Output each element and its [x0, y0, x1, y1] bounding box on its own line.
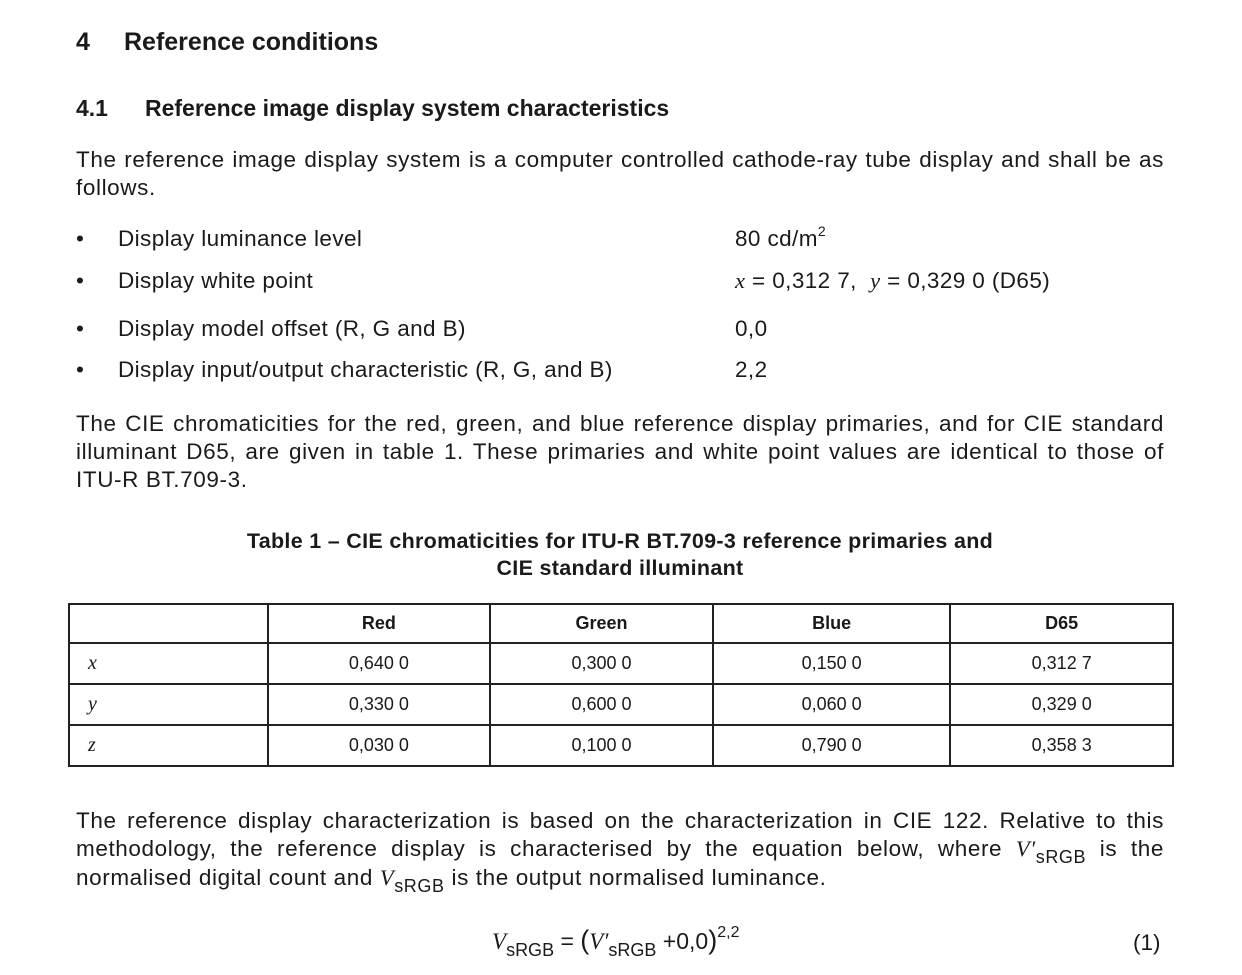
intro-paragraph: The reference image display system is a computer controlled cathode-ray tube display and shall be as follows.	[76, 147, 1164, 200]
table-cell: 0,358 3	[950, 725, 1173, 766]
table-header-row	[69, 604, 1173, 643]
table-cell: 0,300 0	[490, 643, 713, 684]
table-cell: 0,329 0	[950, 684, 1173, 725]
table-header-cell: Blue	[713, 604, 951, 643]
chromaticity-paragraph: The CIE chromaticities for the red, green, and blue reference display primaries, and for CIE standard illuminant D65, are given in table 1. These primaries and white point values are identical to those of ITU-R BT.709-3.	[76, 411, 1164, 492]
section-heading	[76, 28, 378, 57]
section-title: Reference conditions	[124, 28, 379, 56]
table-cell: 0,100 0	[490, 725, 713, 766]
table-cell: 0,790 0	[713, 725, 951, 766]
table-cell: 0,312 7	[950, 643, 1173, 684]
table-row	[69, 643, 1173, 684]
bullet-icon: •	[76, 226, 85, 251]
bullet-value: 2,2	[735, 357, 768, 382]
table-cell: 0,150 0	[713, 643, 951, 684]
table-row	[69, 684, 1173, 725]
equation-number: (1)	[1133, 930, 1161, 955]
bullet-item-io-characteristic	[76, 357, 1176, 387]
bullet-item-white-point	[76, 268, 1176, 298]
bullet-label: Display luminance level	[118, 226, 363, 251]
table-row-label: z	[69, 725, 268, 766]
bullet-label: Display input/output characteristic (R, G, and B)	[118, 357, 613, 382]
bullet-label: Display white point	[118, 268, 314, 293]
chromaticity-table	[68, 603, 1174, 767]
table-caption-line-1: Table 1 – CIE chromaticities for ITU-R BT.709-3 reference primaries and	[246, 529, 994, 553]
table-header-cell	[69, 604, 268, 643]
subsection-heading	[76, 95, 669, 122]
bullet-value: 0,0	[735, 316, 768, 341]
table-cell: 0,600 0	[490, 684, 713, 725]
subsection-title: Reference image display system characteristics	[145, 95, 670, 121]
bullet-icon: •	[76, 316, 85, 341]
equation-1: $V_{sRGB} = (V'_{sRGB} +0,0)^{2,2}$	[492, 924, 740, 960]
table-cell: 0,030 0	[268, 725, 491, 766]
table-cell: 0,060 0	[713, 684, 951, 725]
table-row-label: y	[69, 684, 268, 725]
symbol-v-prime-srgb: $V'_{sRGB}$	[1015, 836, 1087, 867]
subsection-number: 4.1	[76, 95, 108, 121]
bullet-item-offset	[76, 316, 1176, 346]
table-header-cell: Red	[268, 604, 491, 643]
bullet-value: 80 $cd/m^2$	[735, 223, 827, 251]
characterization-paragraph: The reference display characterization is based on the characterization in CIE 122. Relative to this methodology, the reference display is characterised by the equation below, where $V'_{sRGB}$ is the normalised digital count and $V_{sRGB}$ is the output normalised luminance.	[76, 808, 1164, 896]
bullet-label: Display model offset (R, G and B)	[118, 316, 466, 341]
table-caption	[150, 528, 1090, 582]
section-number: 4	[76, 28, 90, 56]
bullet-value: x = 0,312 7, y = 0,329 0 (D65)	[735, 268, 1051, 293]
bullet-icon: •	[76, 357, 85, 382]
table-row-label: x	[69, 643, 268, 684]
table-cell: 0,640 0	[268, 643, 491, 684]
bullet-icon: •	[76, 268, 85, 293]
table-row	[69, 725, 1173, 766]
table-caption-line-2: CIE standard illuminant	[496, 556, 744, 580]
symbol-v-srgb: $V_{sRGB}$	[379, 865, 445, 896]
table-header-cell: Green	[490, 604, 713, 643]
bullet-item-luminance	[76, 223, 1176, 256]
table-header-cell: D65	[950, 604, 1173, 643]
table-cell: 0,330 0	[268, 684, 491, 725]
